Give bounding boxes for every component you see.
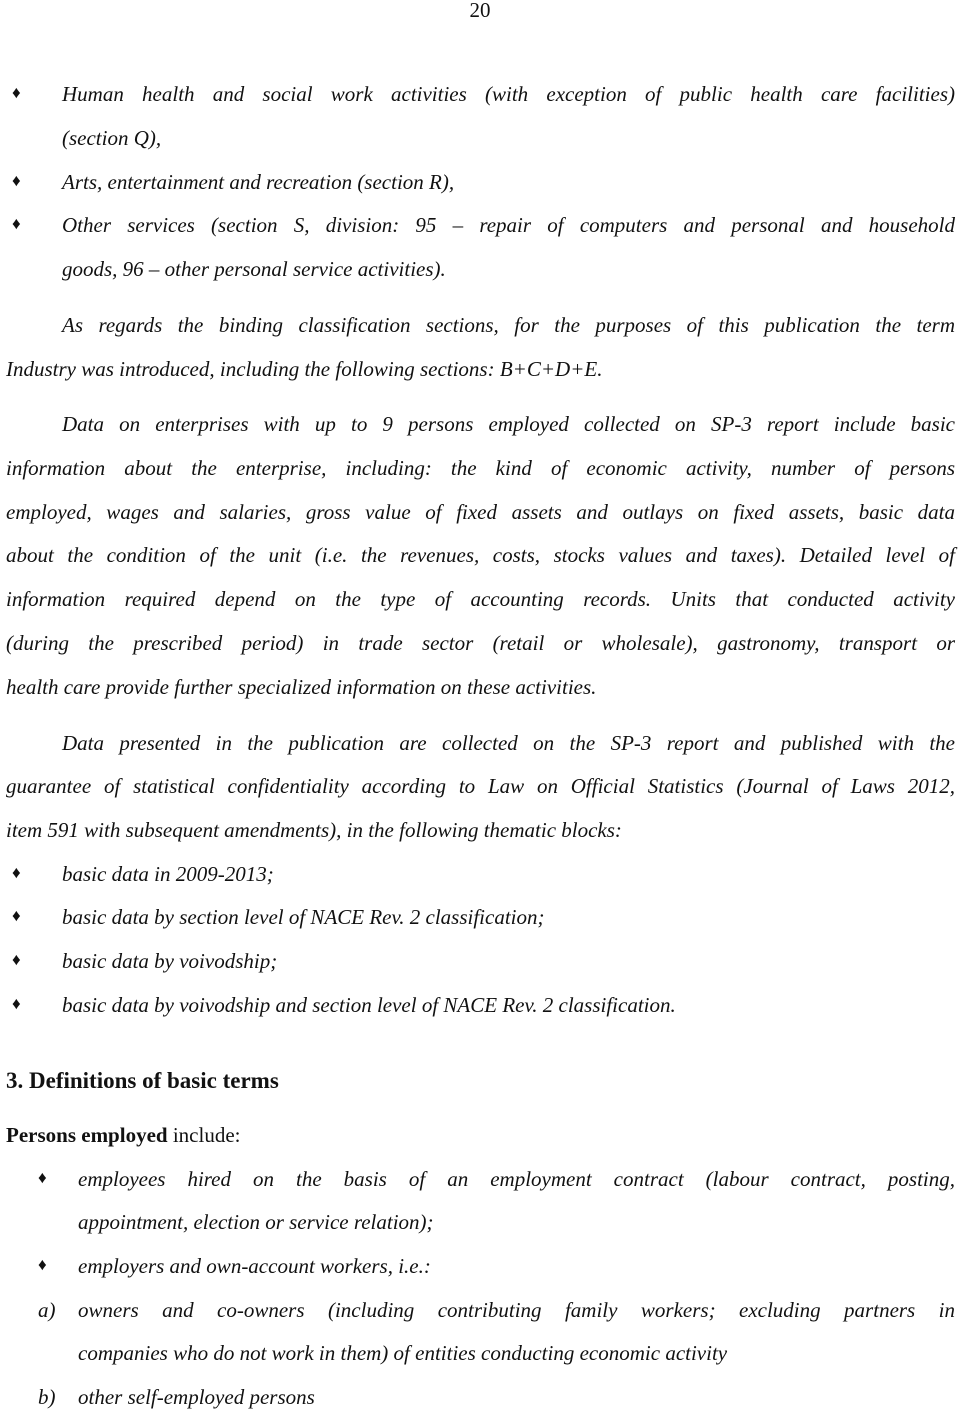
lettered-item-line: other self-employed persons: [78, 1385, 315, 1409]
list-letter-b: b): [38, 1385, 56, 1409]
thematic-block-item: basic data by voivodship;: [62, 949, 278, 973]
bullet-line: Arts, entertainment and recreation (section R),: [62, 170, 455, 194]
persons-employed-rest: include:: [167, 1123, 241, 1147]
paragraph-line: As regards the binding classification sections, for the purposes of this publication the term: [62, 313, 955, 337]
persons-bullet-line: appointment, election or service relation);: [78, 1210, 434, 1234]
diamond-bullet-icon: ♦: [12, 863, 21, 882]
diamond-bullet-icon: ♦: [12, 906, 21, 925]
lettered-item-line: companies who do not work in them) of entities conducting economic activity: [78, 1341, 728, 1365]
diamond-bullet-icon: ♦: [12, 950, 21, 969]
diamond-bullet-icon: ♦: [12, 171, 21, 190]
bullet-line: goods, 96 – other personal service activities).: [62, 257, 446, 281]
bullet-line: Human health and social work activities (with exception of public health care facilities): [62, 82, 955, 106]
diamond-bullet-icon: ♦: [38, 1168, 47, 1187]
paragraph-line: information about the enterprise, including: the kind of economic activity, number of persons: [6, 456, 955, 480]
persons-bullet-line: employees hired on the basis of an employment contract (labour contract, posting,: [78, 1167, 955, 1191]
paragraph-line: about the condition of the unit (i.e. the revenues, costs, stocks values and taxes). Detailed level of: [6, 543, 955, 567]
diamond-bullet-icon: ♦: [38, 1255, 47, 1274]
persons-bullet-line: employers and own-account workers, i.e.:: [78, 1254, 431, 1278]
page-number: 20: [469, 0, 491, 22]
bullet-line: Other services (section S, division: 95 – repair of computers and personal and household: [62, 213, 955, 237]
section-heading: 3. Definitions of basic terms: [6, 1068, 279, 1093]
bullet-line: (section Q),: [62, 126, 162, 150]
thematic-block-item: basic data in 2009-2013;: [62, 862, 274, 886]
lettered-item-line: owners and co-owners (including contributing family workers; excluding partners in: [78, 1298, 955, 1322]
list-letter-a: a): [38, 1298, 56, 1322]
persons-employed-intro: [6, 1122, 240, 1148]
paragraph-line: (during the prescribed period) in trade sector (retail or wholesale), gastronomy, transport or: [6, 631, 955, 655]
diamond-bullet-icon: ♦: [12, 994, 21, 1013]
paragraph-line: Data presented in the publication are collected on the SP-3 report and published with the: [62, 731, 955, 755]
persons-employed-term: Persons employed: [6, 1123, 168, 1147]
paragraph-line: employed, wages and salaries, gross value of fixed assets and outlays on fixed assets, basic data: [6, 500, 955, 524]
thematic-block-item: basic data by voivodship and section level of NACE Rev. 2 classification.: [62, 993, 676, 1017]
diamond-bullet-icon: ♦: [12, 214, 21, 233]
paragraph-line: guarantee of statistical confidentiality according to Law on Official Statistics (Journal of Laws 2012,: [6, 774, 955, 798]
paragraph-line: item 591 with subsequent amendments), in the following thematic blocks:: [6, 818, 622, 842]
paragraph-line: information required depend on the type of accounting records. Units that conducted activity: [6, 587, 955, 611]
paragraph-line: health care provide further specialized information on these activities.: [6, 675, 597, 699]
paragraph-line: Industry was introduced, including the following sections: B+C+D+E.: [6, 357, 603, 381]
diamond-bullet-icon: ♦: [12, 83, 21, 102]
paragraph-line: Data on enterprises with up to 9 persons employed collected on SP-3 report include basic: [62, 412, 955, 436]
thematic-block-item: basic data by section level of NACE Rev. 2 classification;: [62, 905, 545, 929]
